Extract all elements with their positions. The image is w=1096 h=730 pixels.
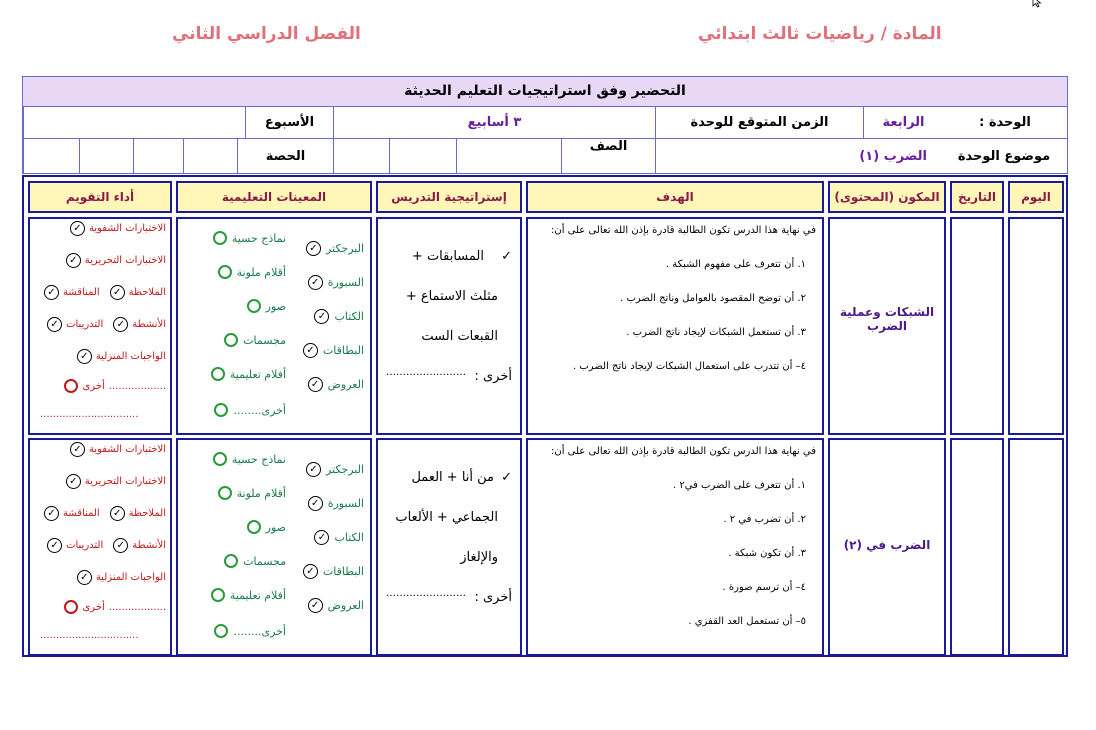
- row1-strategy-line-2: مثلث الاستماع +: [405, 289, 498, 304]
- radio-circle-icon: [211, 588, 225, 602]
- radio-circle-icon: [214, 403, 228, 417]
- row2-aid-projector[interactable]: [306, 462, 364, 477]
- subject-title: المادة / رياضيات ثالث ابتدائي: [698, 24, 942, 44]
- row1-eval-activities-exercises[interactable]: [47, 317, 166, 332]
- check-circle-icon: ✓: [44, 285, 59, 300]
- week-value[interactable]: [23, 107, 245, 138]
- page-title: التحضير وفق استراتيجيات التعليم الحديثة: [404, 83, 686, 99]
- row2-strategy-other: أخرى :: [474, 590, 512, 605]
- check-circle-icon: ✓: [113, 538, 128, 553]
- check-circle-icon: ✓: [44, 506, 59, 521]
- class-cell-3[interactable]: [333, 139, 389, 174]
- row1-eval-oral[interactable]: [70, 221, 166, 236]
- period-label: الحصة: [237, 139, 333, 174]
- column-header-component: المكون (المحتوى): [828, 181, 946, 213]
- row2-eval-homework[interactable]: [77, 570, 166, 585]
- aid-label: العروض: [327, 599, 364, 612]
- row2-eval-oral[interactable]: [70, 442, 166, 457]
- row1-aid-colored-pens[interactable]: [218, 265, 286, 279]
- eval-label: المناقشة: [62, 287, 100, 298]
- eval-label: المناقشة: [62, 508, 100, 519]
- aid-label: أخرى........: [233, 403, 286, 417]
- column-header-evaluation: أداء التقويم: [28, 181, 172, 213]
- radio-circle-icon: [213, 452, 227, 466]
- row2-component: الضرب في (٢): [843, 538, 931, 552]
- row1-aid-pictures[interactable]: [247, 299, 286, 313]
- radio-circle-icon: [213, 231, 227, 245]
- row2-strategy-line-2: الجماعي + الألعاب: [395, 510, 498, 525]
- eval-label: الاختبارات الشفوية: [88, 444, 166, 455]
- eval-label: الاختبارات التحريرية: [84, 476, 166, 487]
- row1-strategy-dots[interactable]: ……………………: [386, 367, 466, 378]
- class-cell-2[interactable]: [389, 139, 456, 174]
- unit-row: [23, 107, 1067, 139]
- row2-strategy-dots[interactable]: ……………………: [386, 588, 466, 599]
- row2-date-cell[interactable]: [950, 438, 1004, 656]
- aid-label: السبورة: [327, 497, 364, 510]
- row1-objective-3: ٣. أن تستعمل الشبكات لإيجاد ناتج الضرب .: [626, 327, 806, 338]
- check-circle-icon: ✓: [66, 253, 81, 268]
- row1-aid-other[interactable]: [214, 403, 286, 417]
- row1-aid-models[interactable]: [213, 231, 286, 245]
- period-cell-4[interactable]: [23, 139, 79, 174]
- row1-objective-4: ٤– أن تتدرب على استعمال الشبكات لإيجاد ناتج الضرب .: [573, 361, 806, 372]
- row2-eval-written[interactable]: [66, 474, 166, 489]
- radio-circle-icon: [224, 554, 238, 568]
- class-label: الصف: [561, 139, 655, 174]
- row2-aids-cell: [176, 438, 372, 656]
- row2-eval-activities-exercises[interactable]: [47, 538, 166, 553]
- eval-label: الأنشطة: [132, 319, 166, 330]
- aid-label: أقلام ملونة: [236, 265, 286, 279]
- row2-strategy-cell: [376, 438, 522, 656]
- row1-strategy-other: أخرى :: [474, 369, 512, 384]
- check-circle-icon: ✓: [47, 317, 62, 332]
- check-circle-icon: ✓: [110, 285, 125, 300]
- row1-aid-films[interactable]: [211, 367, 286, 381]
- eval-label: الواجبات المنزلية: [95, 351, 166, 362]
- row2-aid-cards[interactable]: [303, 564, 364, 579]
- aid-label: مجسمات: [243, 554, 286, 568]
- eval-label: الواجبات المنزلية: [95, 572, 166, 583]
- radio-circle-icon: [247, 299, 261, 313]
- row1-day-cell[interactable]: [1008, 217, 1064, 435]
- row1-eval-homework[interactable]: [77, 349, 166, 364]
- row1-component: الشبكات وعملية الضرب: [839, 305, 935, 333]
- row2-objective-2: ٢. أن تضرب في ٢ .: [723, 514, 806, 525]
- column-header-strategy: إستراتيجية التدريس: [376, 181, 522, 213]
- row1-strategy-line-3: القبعات الست: [421, 329, 498, 344]
- column-header-aids: المعينات التعليمية: [176, 181, 372, 213]
- row1-eval-observation-discussion[interactable]: [44, 285, 166, 300]
- aid-label: الكتاب: [334, 310, 364, 323]
- column-header-day: اليوم: [1008, 181, 1064, 213]
- row2-component-cell: [828, 438, 946, 656]
- row1-strategy-line-1: المسابقات +: [411, 249, 484, 264]
- row2-aid-solids[interactable]: [224, 554, 286, 568]
- aid-label: أفلام تعليمية: [229, 588, 286, 602]
- check-circle-icon: ✓: [303, 564, 318, 579]
- lesson-plan-table: [22, 175, 1068, 657]
- check-circle-icon: ✓: [308, 377, 323, 392]
- class-value[interactable]: [456, 139, 561, 174]
- row2-aid-colored-pens[interactable]: [218, 486, 286, 500]
- radio-circle-icon: [64, 379, 78, 393]
- period-cell-3[interactable]: [79, 139, 133, 174]
- period-cell-1[interactable]: [183, 139, 237, 174]
- row2-objective-5: ٥– أن تستعمل العد القفزي .: [688, 616, 806, 627]
- header-box: [22, 76, 1068, 174]
- check-circle-icon: ✓: [70, 221, 85, 236]
- check-circle-icon: ✓: [77, 570, 92, 585]
- row1-strategy-cell: [376, 217, 522, 435]
- row1-aids-cell: [176, 217, 372, 435]
- aid-label: نماذج حسية: [231, 452, 286, 466]
- row2-aid-board[interactable]: [308, 496, 364, 511]
- aid-label: نماذج حسية: [231, 231, 286, 245]
- unit-topic-label: موضوع الوحدة: [957, 149, 1051, 164]
- row1-eval-dots[interactable]: ...............................: [40, 409, 139, 420]
- row2-objective-3: ٣. أن تكون شبكة .: [728, 548, 806, 559]
- unit-topic-value: الضرب (١): [655, 139, 941, 174]
- eval-label: الملاحظة: [128, 287, 166, 298]
- radio-circle-icon: [214, 624, 228, 638]
- aid-label: السبورة: [327, 276, 364, 289]
- check-circle-icon: ✓: [70, 442, 85, 457]
- unit-label: الوحدة :: [979, 115, 1031, 130]
- expected-time-value: ٣ أسابيع: [333, 107, 655, 138]
- column-header-objective: الهدف: [526, 181, 824, 213]
- check-circle-icon: ✓: [308, 275, 323, 290]
- check-icon: ✓: [501, 470, 512, 485]
- radio-circle-icon: [224, 333, 238, 347]
- row2-strategy-line-3: والإلغاز: [460, 550, 498, 565]
- aid-label: البرجكتر: [325, 463, 364, 476]
- aid-label: أقلام ملونة: [236, 486, 286, 500]
- eval-dots: ..................: [108, 380, 166, 392]
- period-cell-2[interactable]: [133, 139, 183, 174]
- row1-eval-written[interactable]: [66, 253, 166, 268]
- eval-label: الملاحظة: [128, 508, 166, 519]
- check-circle-icon: ✓: [308, 598, 323, 613]
- check-circle-icon: ✓: [110, 506, 125, 521]
- row1-eval-other[interactable]: [64, 379, 166, 393]
- week-label: الأسبوع: [245, 107, 333, 138]
- topic-row: [23, 139, 1067, 174]
- row1-objective-2: ٢. أن توضح المقصود بالعوامل وناتج الضرب .: [620, 293, 806, 304]
- row2-aid-presentations[interactable]: [308, 598, 364, 613]
- row2-eval-observation-discussion[interactable]: [44, 506, 166, 521]
- check-circle-icon: ✓: [303, 343, 318, 358]
- radio-circle-icon: [247, 520, 261, 534]
- row1-aid-board[interactable]: [308, 275, 364, 290]
- aid-label: صور: [265, 520, 286, 534]
- aid-label: العروض: [327, 378, 364, 391]
- row2-strategy-line-1: من أنا + العمل: [411, 470, 494, 485]
- aid-label: البرجكتر: [325, 242, 364, 255]
- aid-label: مجسمات: [243, 333, 286, 347]
- row1-objective-1: ١. أن تتعرف على مفهوم الشبكة .: [665, 259, 806, 270]
- check-circle-icon: ✓: [47, 538, 62, 553]
- semester-title: الفصل الدراسي الثاني: [172, 24, 361, 44]
- radio-circle-icon: [211, 367, 225, 381]
- row2-aid-films[interactable]: [211, 588, 286, 602]
- check-circle-icon: ✓: [306, 462, 321, 477]
- row1-aid-projector[interactable]: [306, 241, 364, 256]
- row1-evaluation-cell: [28, 217, 172, 435]
- eval-label: الاختبارات التحريرية: [84, 255, 166, 266]
- aid-label: أخرى........: [233, 624, 286, 638]
- check-icon: ✓: [501, 249, 512, 264]
- row1-date-cell[interactable]: [950, 217, 1004, 435]
- check-circle-icon: ✓: [306, 241, 321, 256]
- mouse-cursor-icon: [1031, 0, 1043, 8]
- row1-component-cell: [828, 217, 946, 435]
- check-circle-icon: ✓: [66, 474, 81, 489]
- aid-label: البطاقات: [322, 344, 364, 357]
- eval-label: التدريبات: [66, 540, 104, 551]
- title-row: [23, 77, 1067, 107]
- radio-circle-icon: [218, 486, 232, 500]
- row1-aid-cards[interactable]: [303, 343, 364, 358]
- eval-label: الأنشطة: [132, 540, 166, 551]
- expected-time-label: الزمن المتوقع للوحدة: [655, 107, 863, 138]
- eval-label: أخرى: [82, 601, 105, 613]
- row2-aid-other[interactable]: [214, 624, 286, 638]
- row1-aid-solids[interactable]: [224, 333, 286, 347]
- eval-label: الاختبارات الشفوية: [88, 223, 166, 234]
- row2-objective-intro: في نهاية هذا الدرس تكون الطالبة قادرة بإذن الله تعالى على أن:: [550, 446, 816, 457]
- row1-aid-presentations[interactable]: [308, 377, 364, 392]
- row1-aid-book[interactable]: [314, 309, 364, 324]
- row2-eval-other[interactable]: [64, 600, 166, 614]
- row1-objective-cell: [526, 217, 824, 435]
- column-header-date: التاريخ: [950, 181, 1004, 213]
- unit-value: الرابعة: [863, 107, 943, 138]
- eval-label: أخرى: [82, 380, 105, 392]
- row1-objective-intro: في نهاية هذا الدرس تكون الطالبة قادرة بإذن الله تعالى على أن:: [550, 225, 816, 236]
- row2-eval-dots[interactable]: ...............................: [40, 630, 139, 641]
- row2-objective-cell: [526, 438, 824, 656]
- aid-label: أفلام تعليمية: [229, 367, 286, 381]
- aid-label: صور: [265, 299, 286, 313]
- aid-label: البطاقات: [322, 565, 364, 578]
- row2-objective-4: ٤– أن ترسم صورة .: [722, 582, 806, 593]
- check-circle-icon: ✓: [314, 530, 329, 545]
- row2-aid-pictures[interactable]: [247, 520, 286, 534]
- row2-aid-models[interactable]: [213, 452, 286, 466]
- aid-label: الكتاب: [334, 531, 364, 544]
- radio-circle-icon: [218, 265, 232, 279]
- eval-dots: ..................: [108, 601, 166, 613]
- check-circle-icon: ✓: [308, 496, 323, 511]
- radio-circle-icon: [64, 600, 78, 614]
- row2-aid-book[interactable]: [314, 530, 364, 545]
- eval-label: التدريبات: [66, 319, 104, 330]
- check-circle-icon: ✓: [113, 317, 128, 332]
- row2-day-cell[interactable]: [1008, 438, 1064, 656]
- row2-objective-1: ١. أن تتعرف على الضرب في٢ .: [673, 480, 806, 491]
- row2-evaluation-cell: [28, 438, 172, 656]
- check-circle-icon: ✓: [314, 309, 329, 324]
- check-circle-icon: ✓: [77, 349, 92, 364]
